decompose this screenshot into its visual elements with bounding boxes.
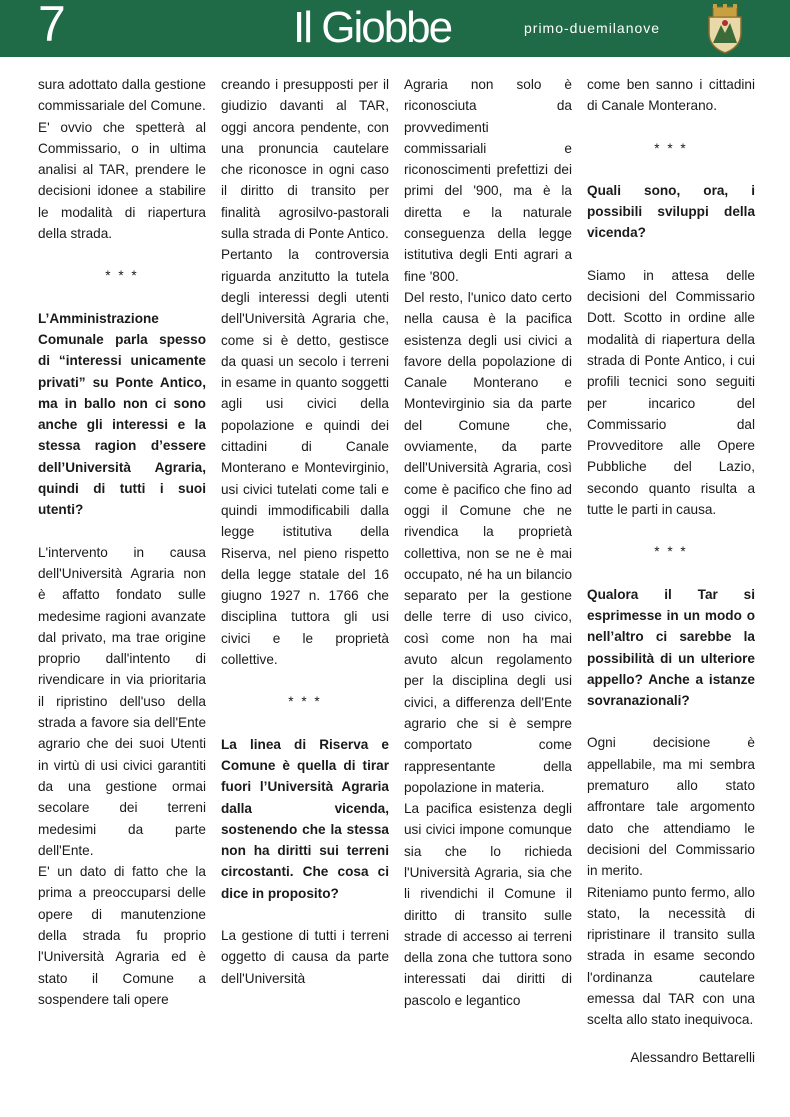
interview-question: L’Amministrazione Comunale parla spesso di “interessi unicamente privati” su Ponte Antico, ma in ballo non ci sono anche gli interessi e la stessa ragion d’essere dell’Università Agraria, quindi di tutti i suoi utenti?: [38, 310, 206, 518]
paragraph: sura adottato dalla gestione commissariale del Comune.: [38, 77, 206, 114]
page-number: 7: [38, 0, 66, 52]
masthead-bar: [0, 0, 790, 57]
crest-icon: [703, 3, 747, 55]
paragraph: La gestione di tutti i terreni oggetto di causa da parte dell'Università: [221, 927, 389, 986]
paragraph: Ogni decisione è appellabile, ma mi sembra prematuro allo stato affrontare tale argomento dato che attendiamo le decisioni del Commissario in merito.: [587, 735, 755, 879]
column-1: [38, 74, 206, 1010]
paragraph: L'intervento in causa dell'Università Agraria non è affatto fondato sulle medesime ragioni avanzate dal privato, ma trae origine proprio dall'intento di rivendicare in via prioritaria il ripristino dell'uso della strada a favore sia dell'Ente agrario che dei suoi Utenti in virtù di usi civici garantiti da una gestione ormai secolare dei terreni medesimi da parte dell'Ente.: [38, 544, 206, 858]
paragraph: E' ovvio che spetterà al Commissario, o in ultima analisi al TAR, prendere le decisioni idonee a stabilire le modalità di riapertura della strada.: [38, 119, 206, 242]
paragraph: creando i presupposti per il giudizio davanti al TAR, oggi ancora pendente, con una pronuncia cautelare che riconosce in ogni caso il diritto di transito per finalità agrosilvo-pastorali sulla strada di Ponte Antico.: [221, 77, 389, 242]
paragraph: La pacifica esistenza degli usi civici impone comunque sia che lo richieda l'Università Agraria, sia che li rivendichi il Comune il diritto di transito sulle strade di accesso ai terreni della zona che tuttora sono interessati dai diritti di pascolo e legantico: [404, 801, 572, 1008]
column-2: [221, 74, 389, 989]
paragraph: come ben sanno i cittadini di Canale Monterano.: [587, 77, 755, 114]
newspaper-title: Il Giobbe: [293, 3, 452, 52]
interview-question: Quali sono, ora, i possibili sviluppi della vicenda?: [587, 182, 755, 241]
issue-label: primo-duemilanove: [524, 20, 661, 36]
paragraph: Agraria non solo è riconosciuta da provvedimenti commissariali e riconoscimenti prefettizi dei primi del '900, ma è la diretta e la naturale conseguenza della legge istitutiva degli Enti agrari a fine '800.: [404, 77, 572, 284]
interview-question: Qualora il Tar si esprimesse in un modo o nell’altro ci sarebbe la possibilità di un ulteriore appello? Anche a istanze sovranazionali?: [587, 586, 755, 709]
paragraph: Siamo in attesa delle decisioni del Commissario Dott. Scotto in ordine alle modalità di riapertura della strada di Ponte Antico, i cui profili tecnici sono seguiti per incarico del Commissario dal Provveditore alle Opere Pubbliche del Lazio, secondo quanto risulta a tutte le parti in causa.: [587, 267, 755, 518]
paragraph: Del resto, l'unico dato certo nella causa è la pacifica esistenza degli usi civici a favore della popolazione di Canale Monterano e Montevirginio sia da parte del Comune che, ovviamente, da parte dell'Università Agraria, così come è pacifico che fino ad oggi il Comune che ne rivendica la proprietà collettiva, non se ne è mai occupato, né ha un bilancio separato per la gestione delle terre di uso civico, così come non ha mai avuto alcun regolamento per la disciplina degli usi civici, a differenza dell'Ente agrario che si è sempre comportato come rappresentante della popolazione in materia.: [404, 289, 572, 795]
interview-question: La linea di Riserva e Comune è quella di tirar fuori l’Università Agraria dalla vicenda, sostenendo che la stessa non ha diritti sui terreni circostanti. Che cosa ci dice in proposito?: [221, 736, 389, 901]
section-separator: * * *: [105, 268, 139, 284]
section-separator: * * *: [288, 694, 322, 710]
column-3: [404, 74, 572, 1011]
author-signature: Alessandro Bettarelli: [630, 1049, 755, 1065]
paragraph: Pertanto la controversia riguarda anzitutto la tutela degli interessi degli utenti dell'Università Agraria che, come si è detto, gestisce da quasi un secolo i terreni in esame in quanto soggetti agli usi civici della popolazione e quindi dei cittadini di Canale Monterano e Montevirginio, usi civici tutelati come tali e quindi immodificabili dalla legge istitutiva della Riserva, nel pieno rispetto della legge statale del 16 giugno 1927 n. 1766 che disciplina tuttora gli usi civici e le proprietà collettive.: [221, 247, 389, 668]
section-separator: * * *: [654, 140, 688, 156]
paragraph: E' un dato di fatto che la prima a preoccuparsi delle opere di manutenzione della strada fu proprio l'Università Agraria ed è stato il Comune a sospendere tali opere: [38, 864, 206, 1007]
column-4: [587, 74, 755, 1068]
section-separator: * * *: [654, 544, 688, 560]
paragraph: Riteniamo punto fermo, allo stato, la necessità di ripristinare il transito sulla strada in esame secondo l'ordinanza cautelare emessa dal TAR con una scelta allo stato inequivoca.: [587, 884, 755, 1028]
